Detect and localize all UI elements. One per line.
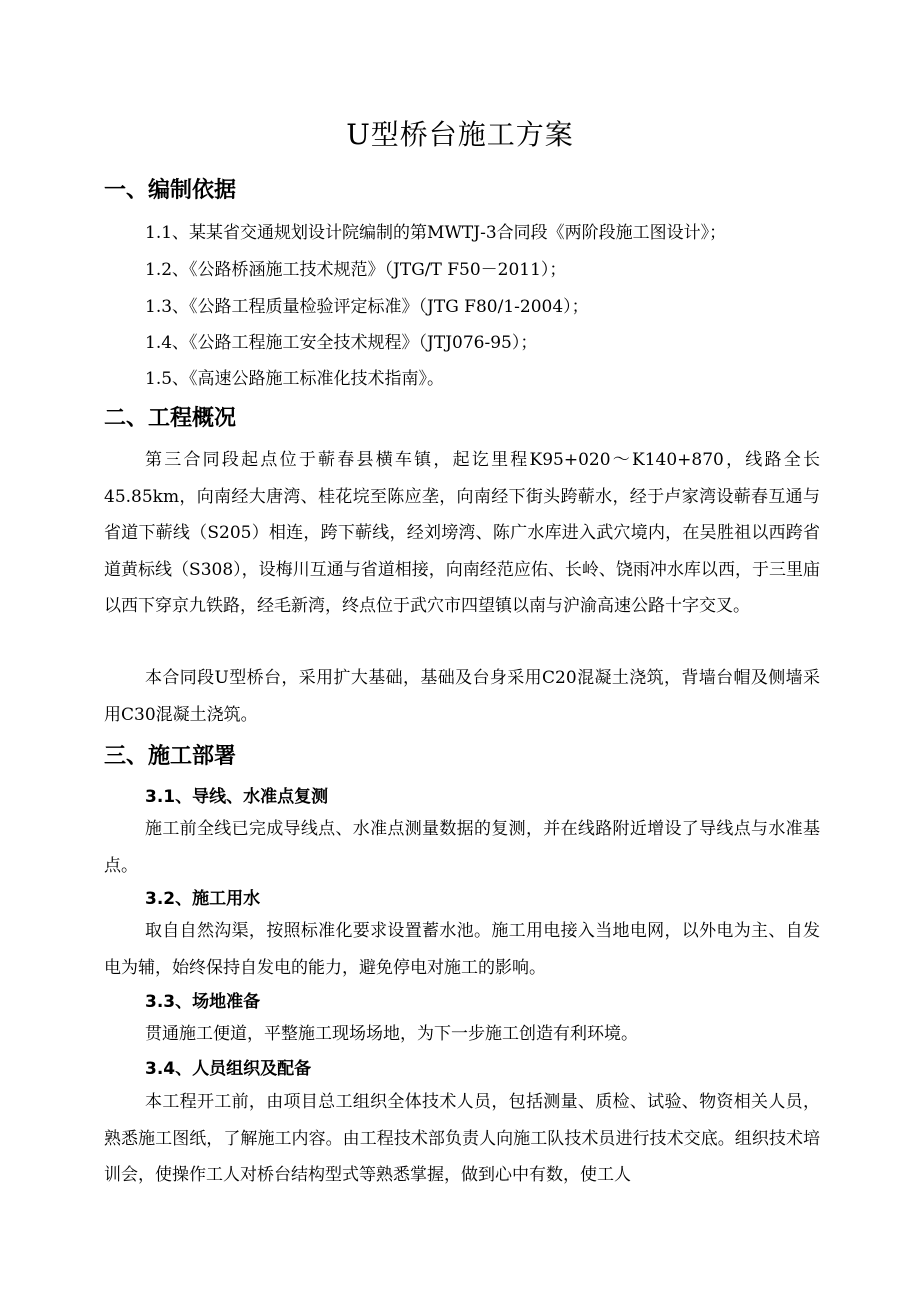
subsection-text-3-3: 贯通施工便道，平整施工现场场地，为下一步施工创造有利环境。 [145,1024,638,1044]
section-heading-deployment: 三、施工部署 [104,744,237,769]
overview-paragraph-1: 第三合同段起点位于蕲春县横车镇，起讫里程K95+020～K140+870，线路全长45.85km，向南经大唐湾、桂花垸至陈应垄，向南经下街头跨蕲水，经于卢家湾设蕲春互通与省道下蕲线（S205）相连，跨下蕲线，经刘塝湾、陈广水库进入武穴境内，在吴胜祖以西跨省道黄标线（S308），设梅川互通与省道相接，向南经范应佑、长岭、饶雨冲水库以西，于三里庙以西下穿京九铁路，经毛新湾，终点位于武穴市四望镇以南与沪渝高速公路十字交叉。 [104,450,820,616]
subsection-text-3-2: 取自自然沟渠，按照标准化要求设置蓄水池。施工用电接入当地电网，以外电为主、自发电为辅，始终保持自发电的能力，避免停电对施工的影响。 [104,921,820,978]
overview-paragraph-2: 本合同段U型桥台，采用扩大基础，基础及台身采用C20混凝土浇筑，背墙台帽及侧墙采用C30混凝土浇筑。 [104,668,820,725]
reference-item-4: 1.4、《公路工程施工安全技术规程》（JTJ076-95）； [145,333,538,353]
section-heading-overview: 二、工程概况 [104,406,237,431]
document-title: U型桥台施工方案 [346,118,574,151]
subsection-heading-3-3: 3.3、场地准备 [145,992,261,1012]
subsection-heading-3-1: 3.1、导线、水准点复测 [145,787,329,807]
subsection-text-3-4: 本工程开工前，由项目总工组织全体技术人员，包括测量、质检、试验、物资相关人员，熟悉施工图纸，了解施工内容。由工程技术部负责人向施工队技术员进行技术交底。组织技术培训会，使操作工人对桥台结构型式等熟悉掌握，做到心中有数，使工人 [104,1092,820,1185]
reference-item-2: 1.2、《公路桥涵施工技术规范》（JTG/T F50－2011）； [145,260,567,280]
section-heading-basis: 一、编制依据 [104,178,237,203]
subsection-heading-3-4: 3.4、人员组织及配备 [145,1059,312,1079]
reference-item-1: 1.1、某某省交通规划设计院编制的第MWTJ-3合同段《两阶段施工图设计》； [145,223,727,243]
reference-item-5: 1.5、《高速公路施工标准化技术指南》。 [145,369,445,389]
subsection-heading-3-2: 3.2、施工用水 [145,889,261,909]
subsection-text-3-1: 施工前全线已完成导线点、水准点测量数据的复测，并在线路附近增设了导线点与水准基点。 [104,819,820,876]
reference-item-3: 1.3、《公路工程质量检验评定标准》（JTG F80/1-2004）； [145,297,589,317]
